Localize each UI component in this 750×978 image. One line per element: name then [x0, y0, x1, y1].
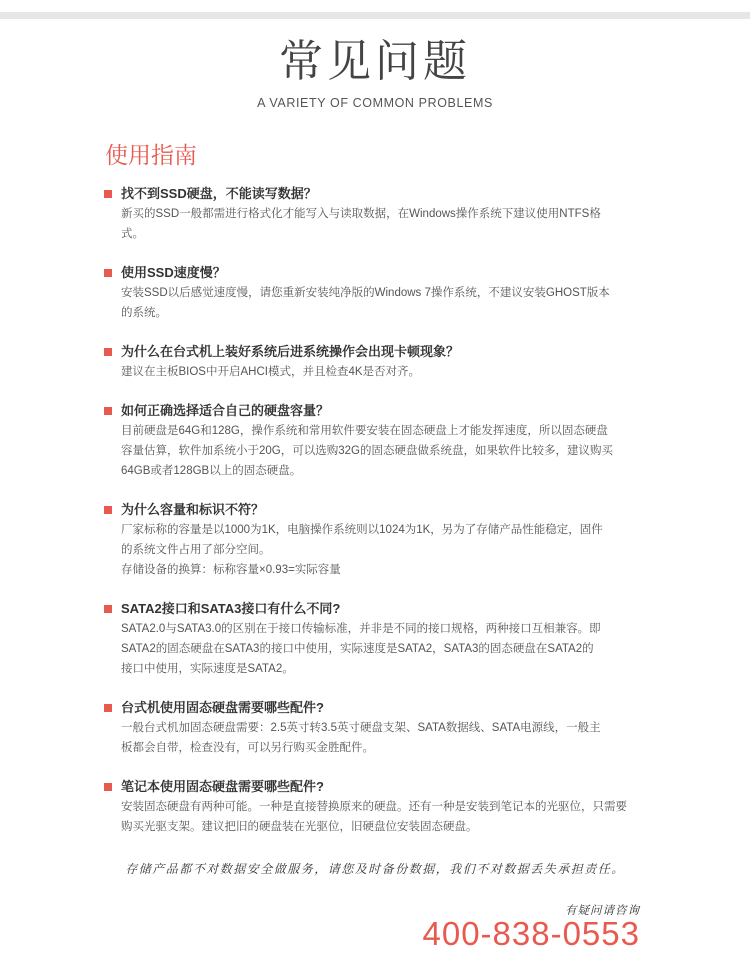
faq-answer-line: 容量估算，软件加系统小于20G，可以选购32G的固态硬盘做系统盘，如果软件比较多，建议购买 — [121, 445, 613, 457]
faq-answer-line: 式。 — [121, 228, 144, 240]
faq-answer-line: 接口中使用，实际速度是SATA2。 — [121, 663, 294, 675]
hotline-phone-number[interactable]: 400-838-0553 — [422, 915, 640, 952]
faq-item — [104, 500, 649, 580]
faq-question-text: 使用SSD速度慢？ — [121, 265, 226, 280]
faq-item — [104, 698, 649, 758]
disclaimer-note: 存储产品都不对数据安全做服务，请您及时备份数据，我们不对数据丢失承担责任。 — [125, 862, 625, 876]
faq-question — [104, 401, 649, 421]
faq-question — [104, 698, 649, 718]
faq-question-text: 台式机使用固态硬盘需要哪些配件? — [121, 700, 324, 715]
faq-answer — [104, 283, 649, 323]
faq-question — [104, 500, 649, 520]
faq-answer — [104, 619, 649, 679]
faq-question-text: 找不到SSD硬盘，不能读写数据？ — [121, 186, 317, 201]
faq-answer — [104, 520, 649, 580]
square-bullet-icon — [104, 704, 112, 712]
faq-answer-line: 建议在主板BIOS中开启AHCI模式，并且检查4K是否对齐。 — [121, 366, 421, 378]
page-subtitle: A VARIETY OF COMMON PROBLEMS — [257, 96, 493, 110]
faq-question-text: SATA2接口和SATA3接口有什么不同? — [121, 601, 341, 616]
faq-answer-line: 64GB或者128GB以上的固态硬盘。 — [121, 465, 302, 477]
faq-question — [104, 342, 649, 362]
faq-answer-line: 安装固态硬盘有两种可能。一种是直接替换原来的硬盘。还有一种是安装到笔记本的光驱位，只需要 — [121, 801, 627, 813]
faq-answer — [104, 204, 649, 244]
faq-answer — [104, 421, 649, 481]
faq-answer-line: SATA2的固态硬盘在SATA3的接口中使用，实际速度是SATA2，SATA3的固态硬盘在SATA2的 — [121, 643, 594, 655]
square-bullet-icon — [104, 348, 112, 356]
faq-answer-line: 存储设备的换算：标称容量×0.93=实际容量 — [121, 564, 341, 576]
faq-answer-line: SATA2.0与SATA3.0的区别在于接口传输标准，并非是不同的接口规格，两种接口互相兼容。即 — [121, 623, 601, 635]
faq-answer-line: 的系统。 — [121, 307, 167, 319]
square-bullet-icon — [104, 269, 112, 277]
top-divider-bar — [0, 12, 750, 19]
faq-answer — [104, 718, 649, 758]
faq-answer — [104, 797, 649, 837]
faq-answer — [104, 362, 649, 382]
faq-item — [104, 263, 649, 323]
faq-question-text: 笔记本使用固态硬盘需要哪些配件? — [121, 779, 324, 794]
faq-answer-line: 目前硬盘是64G和128G，操作系统和常用软件要安装在固态硬盘上才能发挥速度，所以固态硬盘 — [121, 425, 608, 437]
faq-answer-line: 厂家标称的容量是以1000为1K，电脑操作系统则以1024为1K，另为了存储产品性能稳定，固件 — [121, 524, 603, 536]
faq-question-text: 如何正确选择适合自己的硬盘容量？ — [121, 403, 330, 418]
square-bullet-icon — [104, 783, 112, 791]
faq-item — [104, 342, 649, 382]
square-bullet-icon — [104, 407, 112, 415]
faq-list — [104, 184, 649, 856]
faq-answer-line: 购买光驱支架。建议把旧的硬盘装在光驱位，旧硬盘位安装固态硬盘。 — [121, 821, 478, 833]
page-title: 常见问题 — [279, 37, 471, 86]
faq-answer-line: 新买的SSD一般都需进行格式化才能写入与读取数据，在Windows操作系统下建议使用NTFS格 — [121, 208, 601, 220]
square-bullet-icon — [104, 605, 112, 613]
faq-question — [104, 777, 649, 797]
faq-answer-line: 安装SSD以后感觉速度慢，请您重新安装纯净版的Windows 7操作系统，不建议安装GHOST版本 — [121, 287, 610, 299]
faq-answer-line: 板都会自带，检查没有，可以另行购买金胜配件。 — [121, 742, 374, 754]
faq-item — [104, 184, 649, 244]
square-bullet-icon — [104, 190, 112, 198]
section-title: 使用指南 — [105, 142, 197, 168]
faq-item — [104, 777, 649, 837]
faq-answer-line: 一般台式机加固态硬盘需要：2.5英寸转3.5英寸硬盘支架、SATA数据线、SATA电源线，一般主 — [121, 722, 601, 734]
faq-item — [104, 401, 649, 481]
faq-question — [104, 599, 649, 619]
faq-question-text: 为什么在台式机上装好系统后进系统操作会出现卡顿现象？ — [121, 344, 460, 359]
faq-answer-line: 的系统文件占用了部分空间。 — [121, 544, 271, 556]
faq-question-text: 为什么容量和标识不符？ — [121, 502, 265, 517]
faq-question — [104, 184, 649, 204]
square-bullet-icon — [104, 506, 112, 514]
contact-label: 有疑问请咨询 — [565, 903, 640, 917]
faq-question — [104, 263, 649, 283]
faq-item — [104, 599, 649, 679]
